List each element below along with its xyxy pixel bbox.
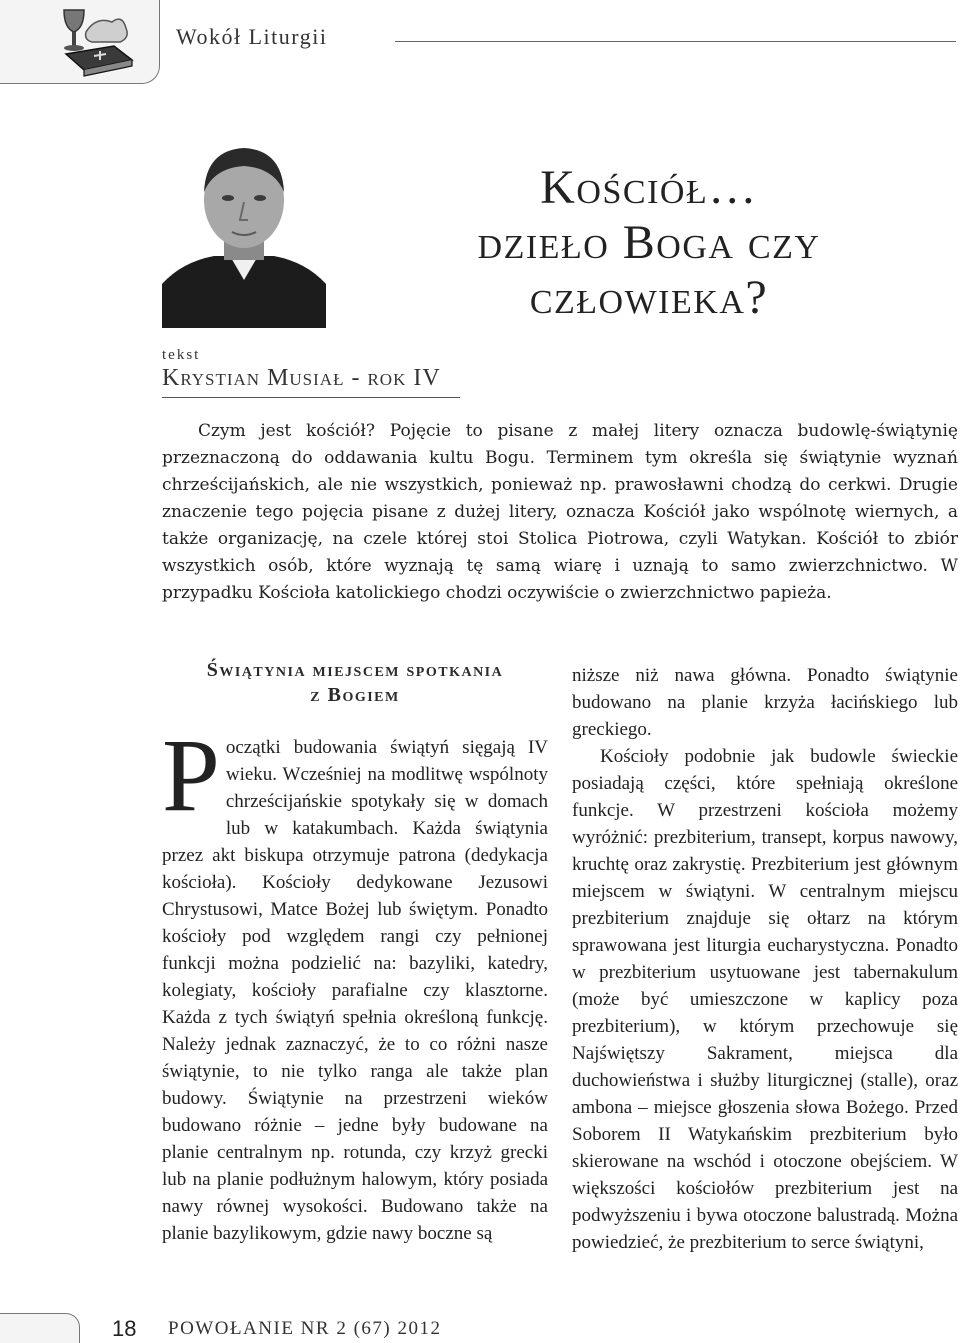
journal-name: POWOŁANIE NR 2 (67) 2012 [168,1318,442,1339]
section-rule [395,41,956,42]
lead-paragraph: Czym jest kościół? Pojęcie to pisane z małej litery oznacza budowlę-świątynię przeznaczoną do oddawania kultu Bogu. Terminem tym określa się świątynie wyznań chrześcijańskich, ale nie wszystkich, ponieważ np. prawosławni chodzą do cerkwi. Drugie znaczenie tego pojęcia pisane z dużej litery, oznacza Kościół jako wspólnotę wiernych, a także organizację, na czele której stoi Stolica Piotrowa, czyli Watykan. Kościół to zbiór wszystkich osób, które wyznają tę samą wiarę i uznają to samo zwierzchnictwo. W przypadku Kościoła katolickiego chodzi oczywiście o zwierzchnictwo papieża. [162,421,958,603]
section-subheading [162,658,548,708]
author-rule [162,397,460,398]
title-line-2: dzieło Boga czy [477,216,821,269]
left-body-text: oczątki budowania świątyń sięgają IV wieku. Wcześniej na modlitwę wspólnoty chrześcijańskie spotykały się w domach lub w katakumbach. Każda świątynia przez akt biskupa otrzymuje patrona (dedykacja kościoła). Kościoły dedykowane Jezusowi Chrystusowi, Matce Bożej lub świętym. Ponadto kościoły pod względem rangi czy pełnionej funkcji można podzielić na: bazyliki, katedry, kolegiaty, kościoły parafialne czy klasztorne. Każda z tych świątyń spełnia określoną funkcję. Należy jednak zaznaczyć, że to co różni nasze świątynie, to nie tylko ranga ale także plan budowy. Świątynie na przestrzeni wieków budowano różnie – jedne były budowane na planie centralnym np. rotunda, czy krzyż grecki lub na planie podłużnym halowym, który posiada nawy równej wysokości. Budowano także na planie bazylikowym, gdzie nawy boczne są [162,737,548,1244]
article-title [340,160,958,325]
header-icon-box [0,0,160,84]
page-number: 18 [112,1316,137,1341]
left-paragraph [162,718,548,1247]
text-kicker: tekst [162,347,201,363]
subheading-line-2: z Bogiem [310,684,400,706]
left-column [162,658,548,1247]
section-label: Wokół Liturgii [176,24,328,49]
chalice-bread-book-icon [50,2,150,82]
right-column [572,662,958,1256]
title-line-1: Kościół… [540,161,758,214]
right-paragraph-1: niższe niż nawa główna. Ponadto świątynie budowano na planie krzyża łacińskiego lub greckiego. [572,665,958,740]
title-line-3: człowieka? [529,271,769,324]
subheading-line-1: Świątynia miejscem spotkania [206,659,504,681]
author-name: Krystian Musiał - rok IV [162,365,441,391]
author-portrait [162,134,326,328]
footer-tab [0,1313,80,1343]
drop-cap: P [162,718,220,833]
right-paragraph-2: Kościoły podobnie jak budowle świeckie posiadają części, które spełniają określone funkcje. W przestrzeni kościoła możemy wyróżnić: prezbiterium, transept, korpus nawowy, kruchtę oraz zakrystię. Prezbiterium jest głównym miejscem w świątyni. W centralnym miejscu prezbiterium znajduje się ołtarz na którym sprawowana jest liturgia eucharystyczna. Ponadto w prezbiterium usytuowane jest tabernakulum (może być umieszczone w kaplicy poza prezbiterium), w którym przechowuje się Najświętszy Sakrament, miejsca dla duchowieństwa i służby liturgicznej (stalle), oraz ambona – miejsce głoszenia słowa Bożego. Przed Soborem II Watykańskim prezbiterium było skierowane na wschód i otoczone obejściem. W większości kościołów prezbiterium jest na podwyższeniu i bywa otoczone balustradą. Można powiedzieć, że prezbiterium to serce świątyni, [572,746,958,1253]
